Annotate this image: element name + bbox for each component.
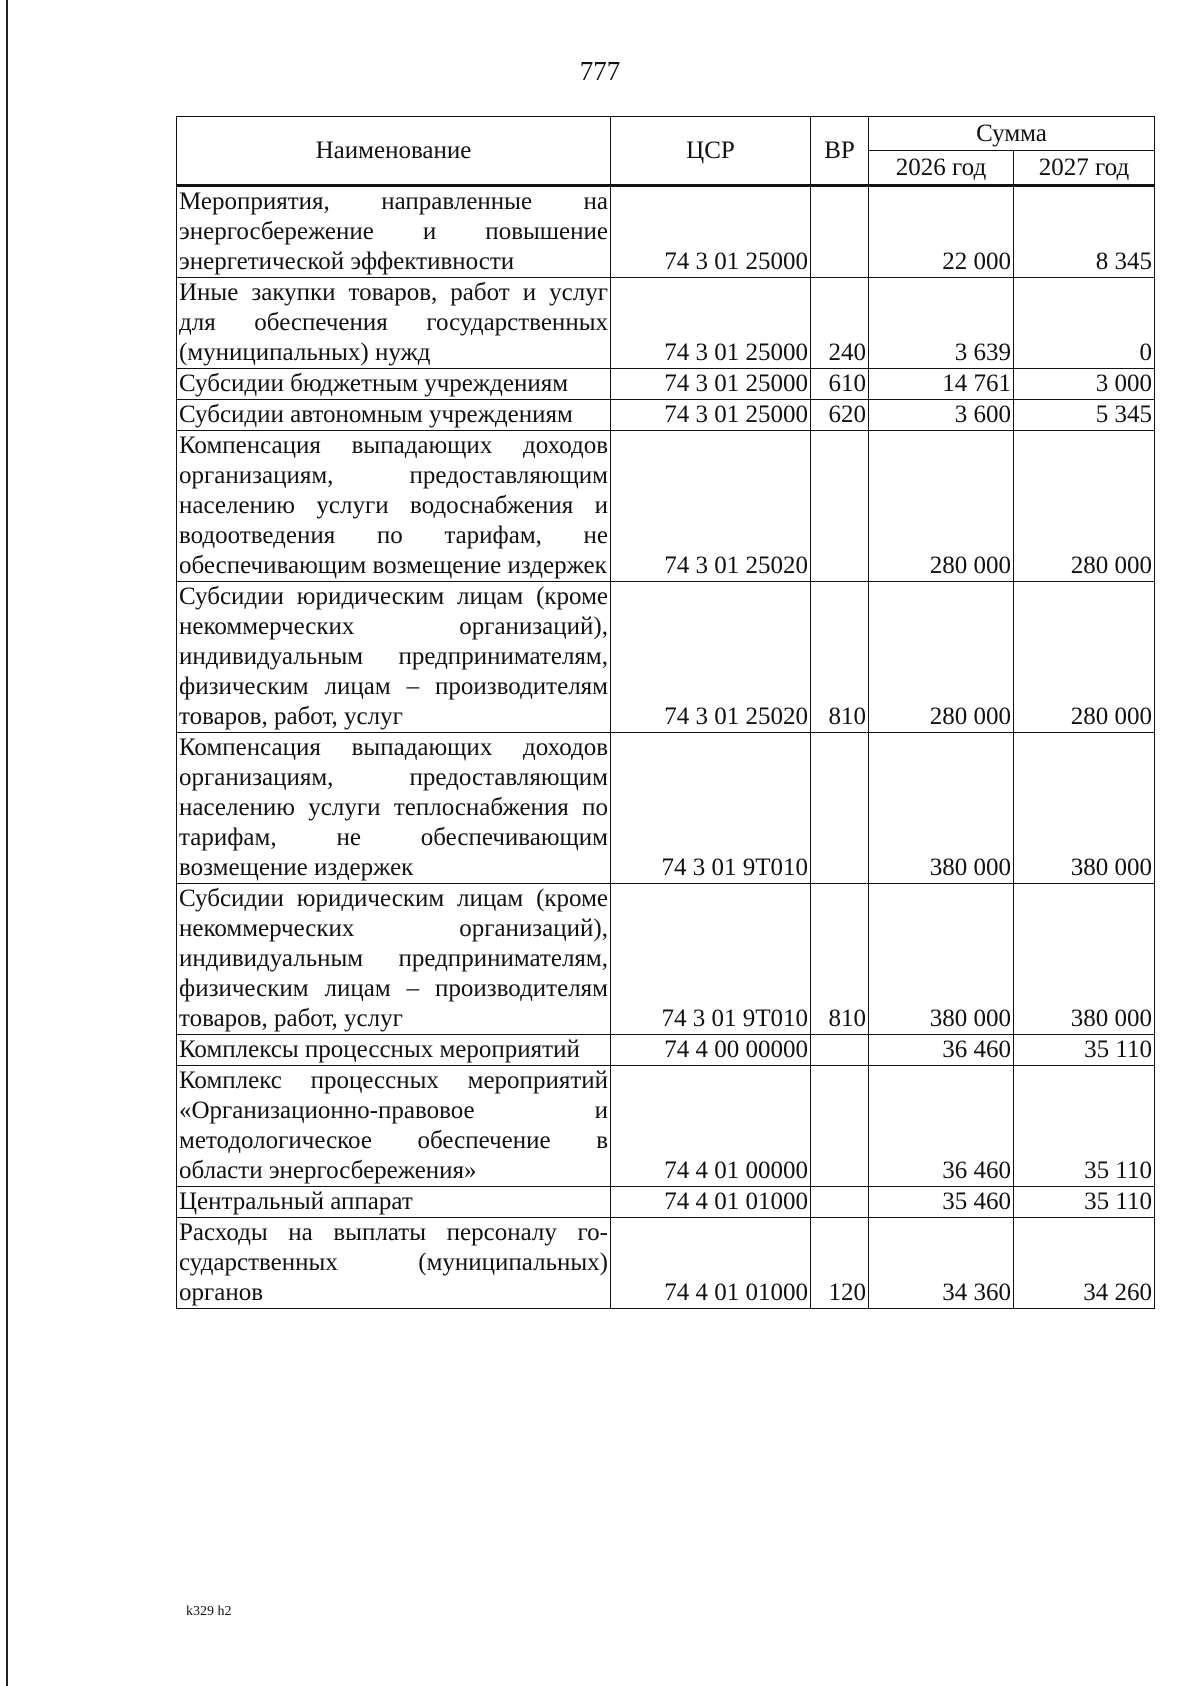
cell-csr: 74 4 01 01000 — [611, 1187, 811, 1218]
budget-table — [176, 116, 1155, 1309]
cell-csr: 74 3 01 25000 — [611, 278, 811, 369]
cell-y2026: 14 761 — [869, 369, 1014, 400]
cell-vr — [811, 1066, 869, 1187]
header-csr: ЦСР — [611, 117, 811, 186]
cell-y2026: 22 000 — [869, 186, 1014, 278]
table-row — [177, 884, 1155, 1035]
cell-name: Мероприятия, направленные на энергосбережение и повышение энергетической эффективности — [177, 186, 611, 278]
table-row — [177, 431, 1155, 582]
cell-y2027: 34 260 — [1014, 1218, 1155, 1309]
cell-vr: 810 — [811, 582, 869, 733]
cell-y2026: 3 600 — [869, 400, 1014, 431]
header-sum: Сумма — [869, 117, 1155, 151]
cell-vr — [811, 733, 869, 884]
cell-y2026: 280 000 — [869, 431, 1014, 582]
cell-csr: 74 3 01 25000 — [611, 369, 811, 400]
cell-vr — [811, 186, 869, 278]
cell-csr: 74 4 01 01000 — [611, 1218, 811, 1309]
cell-csr: 74 3 01 9Т010 — [611, 884, 811, 1035]
cell-csr: 74 3 01 25020 — [611, 431, 811, 582]
cell-y2026: 3 639 — [869, 278, 1014, 369]
cell-name: Центральный аппарат — [177, 1187, 611, 1218]
cell-vr — [811, 1187, 869, 1218]
cell-name: Комплексы процессных мероприятий — [177, 1035, 611, 1066]
table-row — [177, 278, 1155, 369]
header-vr: ВР — [811, 117, 869, 186]
table-row — [177, 733, 1155, 884]
cell-vr: 610 — [811, 369, 869, 400]
cell-y2026: 380 000 — [869, 884, 1014, 1035]
table-header — [177, 117, 1155, 186]
cell-y2027: 280 000 — [1014, 582, 1155, 733]
table-row — [177, 1187, 1155, 1218]
cell-y2027: 280 000 — [1014, 431, 1155, 582]
table-row — [177, 582, 1155, 733]
cell-name: Субсидии юридическим лицам (кроме некоммерческих организаций), индивидуальным предпринимателям, физическим лицам – производителям товаров, работ, услуг — [177, 884, 611, 1035]
page-edge-line — [6, 0, 8, 1686]
cell-vr: 120 — [811, 1218, 869, 1309]
page-number: 777 — [579, 56, 621, 86]
cell-y2026: 380 000 — [869, 733, 1014, 884]
cell-vr — [811, 431, 869, 582]
cell-name: Иные закупки товаров, работ и услуг для обеспечения государственных (муниципальных) нужд — [177, 278, 611, 369]
cell-y2026: 34 360 — [869, 1218, 1014, 1309]
cell-vr: 620 — [811, 400, 869, 431]
cell-csr: 74 3 01 25000 — [611, 186, 811, 278]
cell-y2026: 36 460 — [869, 1066, 1014, 1187]
table-row — [177, 369, 1155, 400]
cell-name: Субсидии юридическим лицам (кроме некоммерческих организаций), индивидуальным предпринимателям, физическим лицам – производителям товаров, работ, услуг — [177, 582, 611, 733]
cell-y2027: 35 110 — [1014, 1035, 1155, 1066]
cell-y2026: 36 460 — [869, 1035, 1014, 1066]
cell-y2027: 5 345 — [1014, 400, 1155, 431]
cell-y2027: 35 110 — [1014, 1066, 1155, 1187]
cell-vr — [811, 1035, 869, 1066]
cell-y2027: 380 000 — [1014, 884, 1155, 1035]
table-body — [177, 186, 1155, 1309]
header-year-2027: 2027 год — [1014, 151, 1155, 186]
header-year-2026: 2026 год — [869, 151, 1014, 186]
header-name: Наименование — [177, 117, 611, 186]
cell-y2027: 8 345 — [1014, 186, 1155, 278]
table-row — [177, 1218, 1155, 1309]
table-row — [177, 1066, 1155, 1187]
cell-name: Компенсация выпадающих доходов организациям, предоставляющим населению услуги водоснабжения и водоотведения по тарифам, не обеспечивающим возмещение издержек — [177, 431, 611, 582]
cell-csr: 74 3 01 9Т010 — [611, 733, 811, 884]
cell-vr: 240 — [811, 278, 869, 369]
cell-y2027: 0 — [1014, 278, 1155, 369]
table-row — [177, 400, 1155, 431]
footer-code: k329 h2 — [186, 1604, 232, 1619]
table-row — [177, 1035, 1155, 1066]
cell-name: Комплекс процессных мероприятий «Организационно-правовое и методологическое обеспечение в области энергосбережения» — [177, 1066, 611, 1187]
cell-y2026: 280 000 — [869, 582, 1014, 733]
cell-name: Субсидии автономным учреждениям — [177, 400, 611, 431]
cell-y2027: 3 000 — [1014, 369, 1155, 400]
cell-name: Компенсация выпадающих доходов организациям, предоставляющим населению услуги теплоснабжения по тарифам, не обеспечивающим возмещение издержек — [177, 733, 611, 884]
cell-csr: 74 4 01 00000 — [611, 1066, 811, 1187]
cell-y2026: 35 460 — [869, 1187, 1014, 1218]
cell-name: Расходы на выплаты персоналу государственных (муниципальных) органов — [177, 1218, 611, 1309]
cell-csr: 74 3 01 25000 — [611, 400, 811, 431]
table-row — [177, 186, 1155, 278]
cell-y2027: 35 110 — [1014, 1187, 1155, 1218]
cell-y2027: 380 000 — [1014, 733, 1155, 884]
cell-csr: 74 3 01 25020 — [611, 582, 811, 733]
cell-name: Субсидии бюджетным учреждениям — [177, 369, 611, 400]
cell-csr: 74 4 00 00000 — [611, 1035, 811, 1066]
cell-vr: 810 — [811, 884, 869, 1035]
